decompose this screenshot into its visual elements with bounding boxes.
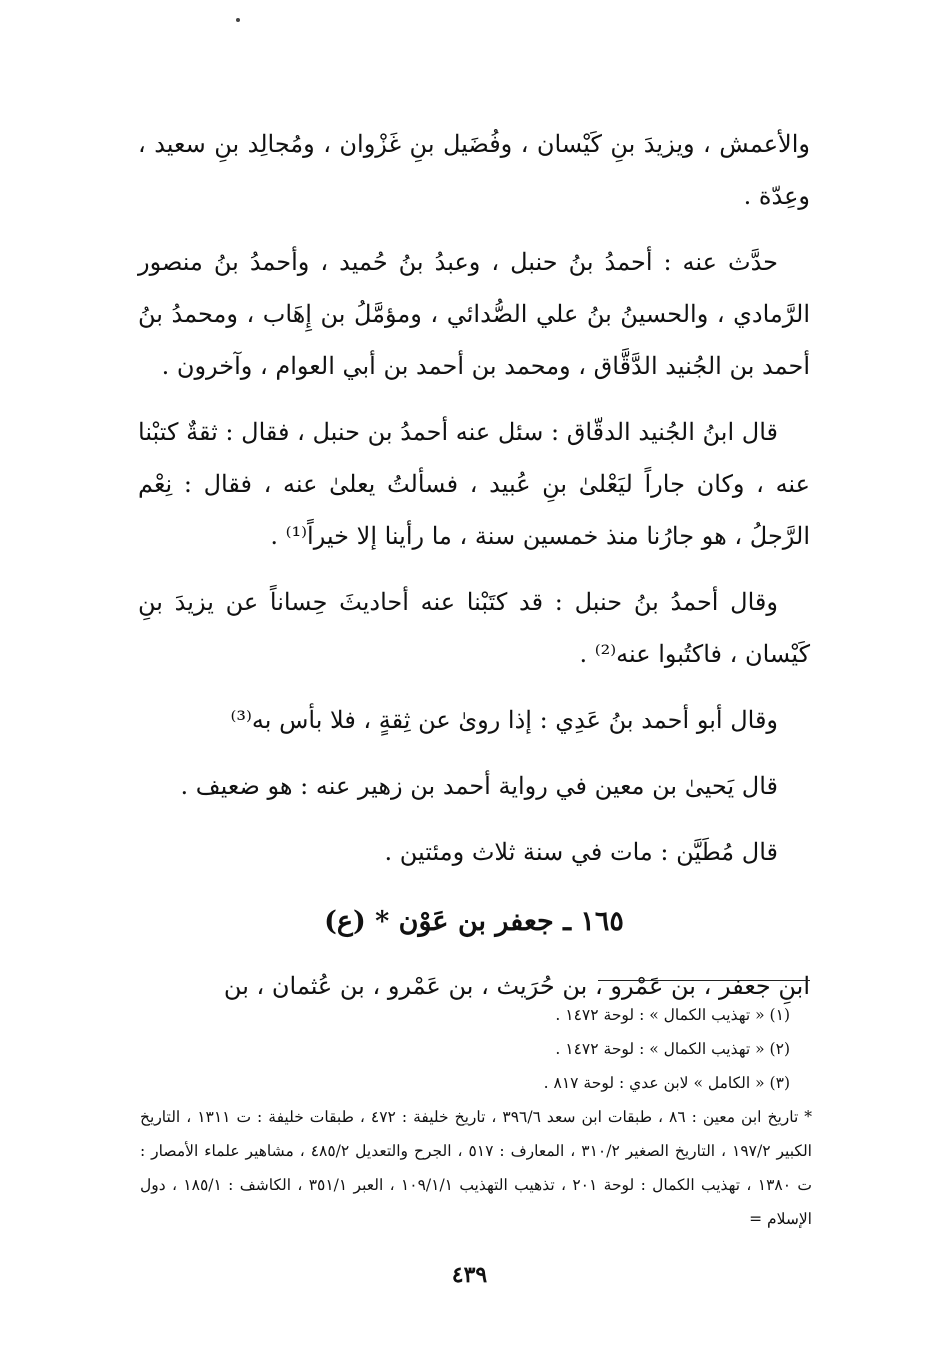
footnote-2: (٢) « تهذيب الكمال » : لوحة ١٤٧٢ .: [555, 1040, 790, 1058]
footnote-rule: [598, 980, 810, 981]
sources-note: * تاريخ ابن معين : ٨٦ ، طبقات ابن سعد ٣٩٦/٦ ، تاريخ خليفة : ٤٧٢ ، طبقات خليفة : ت ١٣١١ ، التاريخ الكبير ١٩٧/٢ ، التاريخ الصغير ٣١٠/٢ ، المعارف : ٥١٧ ، الجرح والتعديل ٤٨٥/٢ ، مشاهير علماء الأمصار : ت ١٣٨٠ ، تهذيب الكمال : لوحة ٢٠١ ، تذهيب التهذيب ١٠٩/١/١ ، العبر ٣٥١/١ ، الكاشف : ١٨٥/١ ، دول الإسلام =: [140, 1108, 813, 1228]
paragraph-3: قال ابنُ الجُنيد الدقّاق : سئل عنه أحمدُ بن حنبل ، فقال : ثقةٌ كتبْنا عنه ، وكان جاراً ليَعْلىٰ بنِ عُبيد ، فسألتُ يعلىٰ عنه ، فقال : نِعْم الرَّجلُ ، هو جارُنا منذ خمسين سنة ، ما رأينا إلا خيراً⁽¹⁾ .: [138, 418, 810, 550]
ink-speck: [236, 18, 240, 22]
footnotes: [140, 998, 812, 1236]
footnote-3: (٣) « الكامل » لابن عدي : لوحة ٨١٧ .: [543, 1074, 790, 1092]
paragraph-5: وقال أبو أحمد بنُ عَدِي : إذا روىٰ عن ثِقةٍ ، فلا بأس به⁽³⁾: [230, 706, 778, 734]
entry-heading: ١٦٥ ـ جعفر بن عَوْن * (ع): [324, 906, 624, 937]
footnote-1: (١) « تهذيب الكمال » : لوحة ١٤٧٢ .: [555, 1006, 790, 1024]
paragraph-1: والأعمش ، ويزيدَ بنِ كَيْسان ، وفُضَيل بنِ غَزْوان ، ومُجالِد بنِ سعيد ، وعِدّة .: [138, 130, 810, 210]
paragraph-4: وقال أحمدُ بنُ حنبل : قد كتَبْنا عنه أحاديثَ حِساناً عن يزيدَ بنِ كَيْسان ، فاكتُبوا عنه⁽²⁾ .: [138, 588, 810, 668]
page-number: ٤٣٩: [451, 1262, 488, 1288]
paragraph-6: قال يَحيىٰ بن معين في رواية أحمد بن زهير عنه : هو ضعيف .: [180, 772, 778, 800]
main-text: [138, 118, 810, 1026]
paragraph-7: قال مُطَيَّن : مات في سنة ثلاث ومئتين .: [384, 838, 778, 866]
paragraph-2: حدَّث عنه : أحمدُ بنُ حنبل ، وعبدُ بنُ حُميد ، وأحمدُ بنُ منصور الرَّمادي ، والحسينُ بنُ علي الصُّدائي ، ومؤمَّلُ بن إِهَاب ، ومحمدُ بنُ أحمد بن الجُنيد الدَّقَّاق ، ومحمد بن أحمد بن أبي العوام ، وآخرون .: [138, 248, 810, 380]
entry-first-line: ابنِ جعفر ، بن عَمْرو ، بن حُرَيث ، بن عَمْرو ، بن عُثمان ، بن: [223, 972, 810, 1000]
